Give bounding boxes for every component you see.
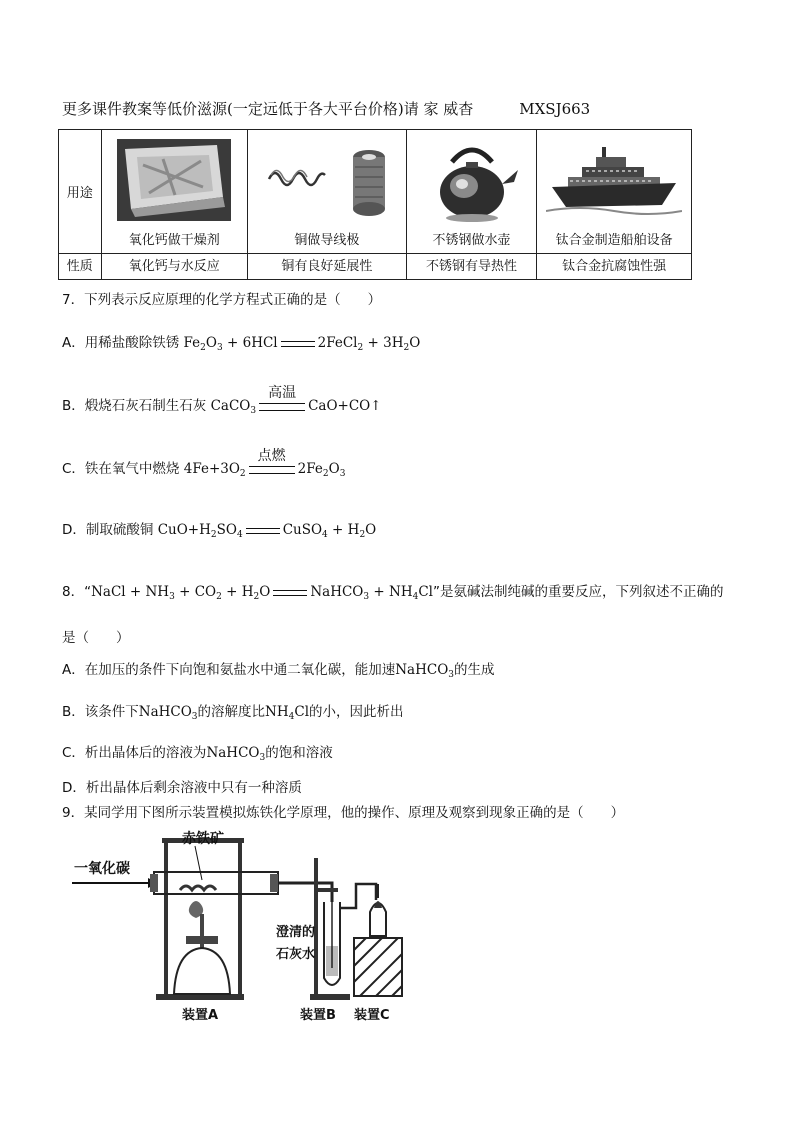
device-b-label: 装置B [300,1008,336,1023]
q8-stem-line2: 是（ ） [62,630,130,646]
q8-option-a [62,658,495,678]
use-text-3: 不锈钢做水壶 [432,233,511,248]
q7-c-equation: $4Fe+3O_2$ 点燃 $2Fe_2O_3$ [184,461,346,477]
q7-b-condition: 高温 [268,384,297,401]
q7-d-label: D．制取硫酸铜 [62,522,154,538]
header-text: 更多课件教案等低价滋源(一定远低于各大平台价格)请 家 威杳 [62,100,474,118]
q8-b-end: 的小，因此析出 [309,704,404,720]
use-text-2: 铜做导线极 [294,233,360,248]
q7-option-d [62,518,376,538]
q8-c-formula: NaHCO$_3$ [206,745,266,763]
copper-wire-image [248,130,406,228]
q7-b-label: B．煅烧石灰石制生石灰 [62,398,207,414]
q8-a-formula: NaHCO$_3$ [395,662,454,680]
desiccant-packet-image [102,130,248,228]
property-text-4: 钛合金抗腐蚀性强 [537,254,692,280]
q8-stem [62,580,723,600]
uses-properties-table [58,129,692,280]
q9-stem: 9．某同学用下图所示装置模拟炼铁化学原理，他的操作、原理及观察到现象正确的是（ ） [62,805,625,821]
property-text-2: 铜有良好延展性 [248,254,407,280]
kettle-image [407,130,536,228]
q8-b-formula-2: $NH_4Cl$ [265,704,310,722]
cell-stainless-steel [406,130,536,254]
device-a-label: 装置A [182,1008,219,1023]
q8-c-text: C．析出晶体后的溶液为 [62,745,207,761]
header-line [62,98,590,119]
q8-b-text: B．该条件下 [62,704,139,720]
property-text-1: 氧化钙与水反应 [101,254,248,280]
q7-option-c [62,447,346,479]
device-c-label: 装置C [354,1008,390,1023]
header-code: MXSJ663 [519,100,591,118]
cell-calcium-oxide [101,130,248,254]
q8-option-d: D．析出晶体后剩余溶液中只有一种溶质 [62,780,302,796]
q7-d-equation: $CuO+H_2SO_4$ CuSO$_4$ + $H_2O$ [157,522,377,540]
row-label-uses: 用途 [59,130,102,254]
limewater-label-line1: 澄清的 [276,925,316,940]
cell-titanium-alloy [537,130,692,254]
use-text-1: 氧化钙做干燥剂 [128,233,220,248]
q8-b-formula-1: NaHCO$_3$ [138,704,198,722]
table-row-uses [59,130,692,254]
q8-a-end: 的生成 [454,662,495,678]
q8-equation: NaCl + $NH_3 + CO_2 + H_2O$ NaHCO$_3$ + $NH_4Cl$ [91,584,433,602]
q8-option-c [62,741,333,761]
ore-label: 赤铁矿 [182,831,224,847]
q8-c-end: 的饱和溶液 [265,745,333,761]
ship-image [537,130,691,228]
q7-c-label: C．铁在氧气中燃烧 [62,461,180,477]
q7-option-a [62,331,420,351]
q7-stem: 7．下列表示反应原理的化学方程式正确的是（ ） [62,292,382,308]
q7-b-equation: CaCO$_3$ 高温 CaO+CO↑ [211,398,382,414]
use-text-4: 钛合金制造船舶设备 [555,233,673,248]
co-label: 一氧化碳 [74,861,130,877]
apparatus-figure [70,828,430,1024]
cell-copper [248,130,407,254]
q7-option-b [62,384,382,416]
q7-a-equation: $Fe_2O_3 + 6HCl$ 2FeCl$_2$ + $3H_2O$ [183,335,421,353]
q8-a-text: A．在加压的条件下向饱和氨盐水中通二氧化碳，能加速 [62,662,396,678]
limewater-label-line2: 石灰水 [276,947,316,962]
row-label-properties: 性质 [59,254,102,280]
q7-c-condition: 点燃 [257,447,286,464]
q8-suffix: ”是氨碱法制纯碱的重要反应，下列叙述不正确的 [432,584,724,600]
q8-b-mid: 的溶解度比 [197,704,266,720]
q7-a-label: A．用稀盐酸除铁锈 [62,335,180,351]
property-text-3: 不锈钢有导热性 [406,254,536,280]
q8-option-b [62,700,404,720]
limewater-label [276,922,315,966]
q8-prefix: 8．“ [62,584,92,600]
table-row-properties [59,254,692,280]
